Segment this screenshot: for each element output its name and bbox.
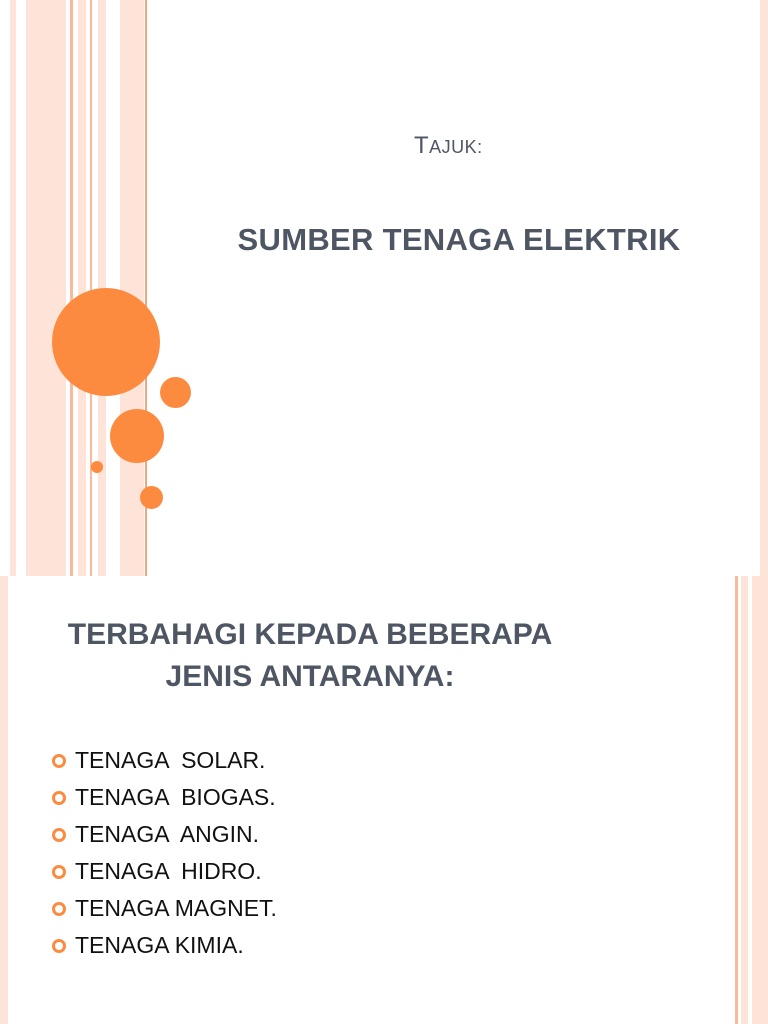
decorative-stripe <box>26 0 66 576</box>
bullet-icon <box>52 865 66 879</box>
decorative-stripe <box>735 576 738 1024</box>
list-heading-line: TERBAHAGI KEPADA BEBERAPA <box>67 618 553 651</box>
bullet-icon <box>52 939 66 953</box>
decorative-stripe <box>78 0 86 576</box>
bullet-icon <box>52 791 66 805</box>
list-item <box>52 742 277 779</box>
list-item <box>52 890 277 927</box>
list-item <box>52 816 277 853</box>
slide-list <box>0 576 768 1024</box>
bullet-icon <box>52 902 66 916</box>
list-item <box>52 779 277 816</box>
decorative-stripe <box>10 0 16 576</box>
bullet-icon <box>52 828 66 842</box>
list-item-label: TENAGA SOLAR. <box>75 747 266 773</box>
tiny-circle-icon <box>91 461 103 473</box>
decorative-stripe <box>752 576 768 1024</box>
energy-list <box>52 742 277 964</box>
decorative-stripe <box>741 576 748 1024</box>
small-circle-icon <box>140 486 163 509</box>
decorative-stripe <box>760 0 768 576</box>
list-item <box>52 853 277 890</box>
list-item-label: TENAGA HIDRO. <box>75 858 262 884</box>
list-item-label: TENAGA ANGIN. <box>75 821 260 847</box>
list-item-label: TENAGA BIOGAS. <box>75 784 276 810</box>
large-circle-icon <box>52 288 160 396</box>
list-item-label: TENAGA MAGNET. <box>75 895 277 921</box>
bullet-icon <box>52 754 66 768</box>
medium-circle-icon <box>110 409 164 463</box>
list-item-label: TENAGA KIMIA. <box>75 932 244 958</box>
page-title: SUMBER TENAGA ELEKTRIK <box>237 222 681 257</box>
list-item <box>52 927 277 964</box>
list-heading <box>60 614 560 698</box>
list-heading-line: JENIS ANTARANYA: <box>165 660 455 693</box>
decorative-stripe <box>90 0 92 576</box>
small-circle-icon <box>160 377 191 408</box>
decorative-stripe <box>120 0 144 576</box>
decorative-stripe <box>0 576 8 1024</box>
decorative-stripe <box>70 0 73 576</box>
subtitle-label: TAJUK: <box>414 132 483 159</box>
